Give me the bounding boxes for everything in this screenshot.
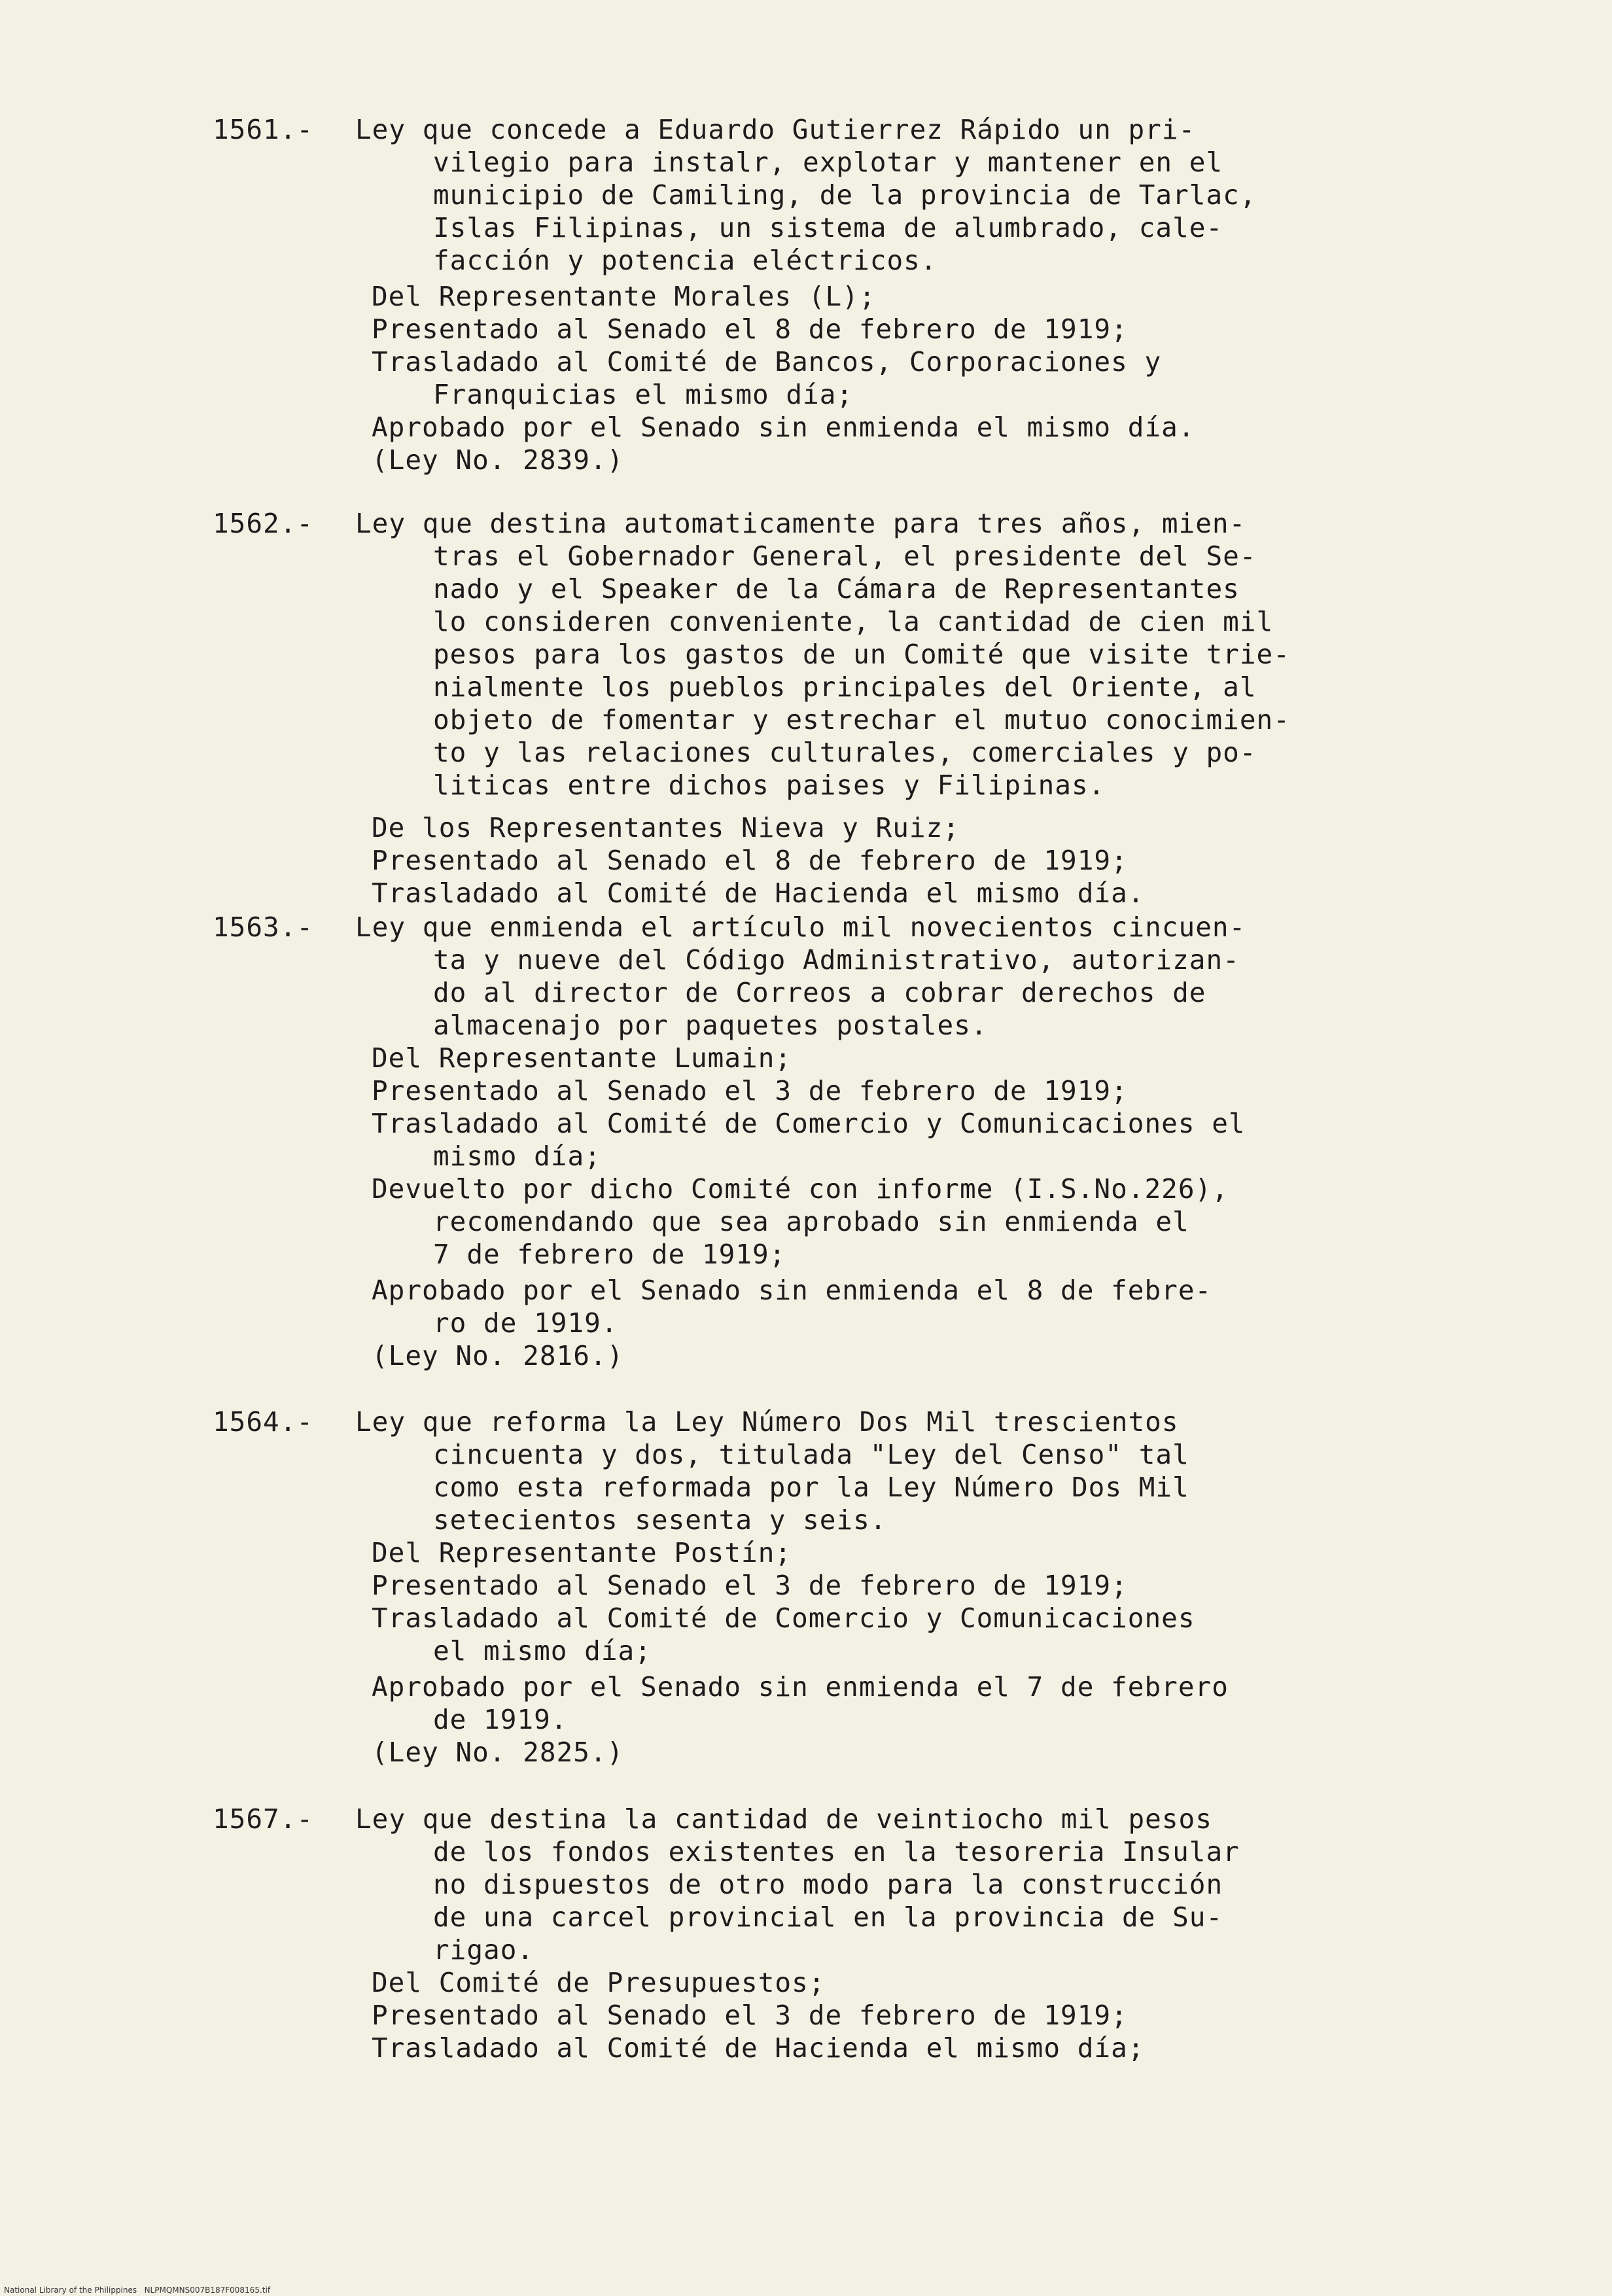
bill-history-line: Devuelto por dicho Comité con informe (I.S.No.226), — [372, 1173, 1229, 1205]
law-number: (Ley No. 2816.) — [372, 1340, 624, 1371]
bill-history-line: Aprobado por el Senado sin enmienda el 7 de febrero — [372, 1671, 1229, 1703]
bill-history-line: 7 de febrero de 1919; — [433, 1239, 786, 1270]
bill-title-line: de los fondos existentes en la tesoreria Insular — [433, 1836, 1240, 1867]
bill-title-line: municipio de Camiling, de la provincia de Tarlac, — [433, 179, 1257, 211]
bill-title-line: cincuenta y dos, titulada "Ley del Censo" tal — [433, 1439, 1189, 1470]
law-number: (Ley No. 2839.) — [372, 444, 624, 476]
bill-title-line: de una carcel provincial en la provincia de Su- — [433, 1901, 1223, 1933]
bill-title-line: Ley que destina la cantidad de veintiocho mil pesos — [355, 1803, 1212, 1835]
bill-title-line: almacenajo por paquetes postales. — [433, 1010, 988, 1041]
bill-history-line: ro de 1919. — [433, 1307, 618, 1339]
bill-history-line: recomendando que sea aprobado sin enmienda el — [433, 1206, 1189, 1237]
bill-history-line: Trasladado al Comité de Comercio y Comunicaciones el — [372, 1108, 1246, 1139]
bill-title-line: objeto de fomentar y estrechar el mutuo conocimien- — [433, 704, 1290, 735]
bill-title-line: como esta reformada por la Ley Número Dos Mil — [433, 1472, 1189, 1503]
bill-title-line: liticas entre dichos paises y Filipinas. — [433, 769, 1106, 801]
bill-history-line: Trasladado al Comité de Comercio y Comunicaciones — [372, 1602, 1195, 1634]
bill-history-line: Del Representante Lumain; — [372, 1042, 792, 1074]
bill-history-line: Del Comité de Presupuestos; — [372, 1967, 826, 1998]
bill-title-line: Ley que destina automaticamente para tres años, mien- — [355, 508, 1246, 539]
bill-history-line: De los Representantes Nieva y Ruiz; — [372, 812, 960, 843]
bill-number: 1561.- — [213, 114, 314, 145]
bill-history-line: Presentado al Senado el 3 de febrero de 1919; — [372, 1075, 1128, 1106]
bill-title-line: nado y el Speaker de la Cámara de Representantes — [433, 573, 1240, 605]
bill-title-line: nialmente los pueblos principales del Oriente, al — [433, 671, 1257, 703]
bill-history-line: mismo día; — [433, 1140, 601, 1172]
bill-history-line: Del Representante Morales (L); — [372, 281, 876, 312]
bill-title-line: vilegio para instalr, explotar y mantener en el — [433, 147, 1223, 178]
bill-title-line: Ley que enmienda el artículo mil novecientos cincuen- — [355, 911, 1246, 943]
bill-history-line: Franquicias el mismo día; — [433, 379, 854, 410]
bill-history-line: Trasladado al Comité de Bancos, Corporaciones y — [372, 346, 1162, 378]
bill-number: 1563.- — [213, 911, 314, 943]
bill-title-line: setecientos sesenta y seis. — [433, 1504, 887, 1536]
bill-title-line: do al director de Correos a cobrar derechos de — [433, 977, 1206, 1008]
bill-number: 1567.- — [213, 1803, 314, 1835]
bill-history-line: Trasladado al Comité de Hacienda el mismo día; — [372, 2032, 1145, 2064]
law-number: (Ley No. 2825.) — [372, 1737, 624, 1768]
archive-footer: National Library of the Philippines NLPMQMNS007B187F008165.tif — [4, 2286, 271, 2295]
bill-history-line: Presentado al Senado el 8 de febrero de 1919; — [372, 313, 1128, 345]
bill-title-line: rigao. — [433, 1934, 534, 1966]
bill-title-line: to y las relaciones culturales, comerciales y po- — [433, 737, 1257, 768]
bill-history-line: de 1919. — [433, 1704, 568, 1735]
bill-history-line: Trasladado al Comité de Hacienda el mismo día. — [372, 877, 1145, 909]
bill-title-line: pesos para los gastos de un Comité que visite trie- — [433, 639, 1290, 670]
bill-history-line: Del Representante Postín; — [372, 1537, 792, 1568]
bill-history-line: Presentado al Senado el 3 de febrero de 1919; — [372, 2000, 1128, 2031]
bill-title-line: lo consideren conveniente, la cantidad de cien mil — [433, 606, 1274, 637]
bill-title-line: Ley que reforma la Ley Número Dos Mil trescientos — [355, 1406, 1179, 1438]
bill-history-line: Aprobado por el Senado sin enmienda el mismo día. — [372, 412, 1195, 443]
bill-number: 1562.- — [213, 508, 314, 539]
bill-title-line: ta y nueve del Código Administrativo, autorizan- — [433, 944, 1240, 976]
bill-title-line: Ley que concede a Eduardo Gutierrez Rápido un pri- — [355, 114, 1196, 145]
bill-number: 1564.- — [213, 1406, 314, 1438]
bill-title-line: no dispuestos de otro modo para la construcción — [433, 1869, 1223, 1900]
bill-title-line: tras el Gobernador General, el presidente del Se- — [433, 540, 1257, 572]
bill-title-line: Islas Filipinas, un sistema de alumbrado, cale- — [433, 212, 1223, 243]
bill-history-line: Presentado al Senado el 8 de febrero de 1919; — [372, 845, 1128, 876]
bill-history-line: Presentado al Senado el 3 de febrero de 1919; — [372, 1570, 1128, 1601]
bill-history-line: Aprobado por el Senado sin enmienda el 8 de febre- — [372, 1275, 1212, 1306]
bill-title-line: facción y potencia eléctricos. — [433, 245, 937, 276]
bill-history-line: el mismo día; — [433, 1635, 652, 1667]
